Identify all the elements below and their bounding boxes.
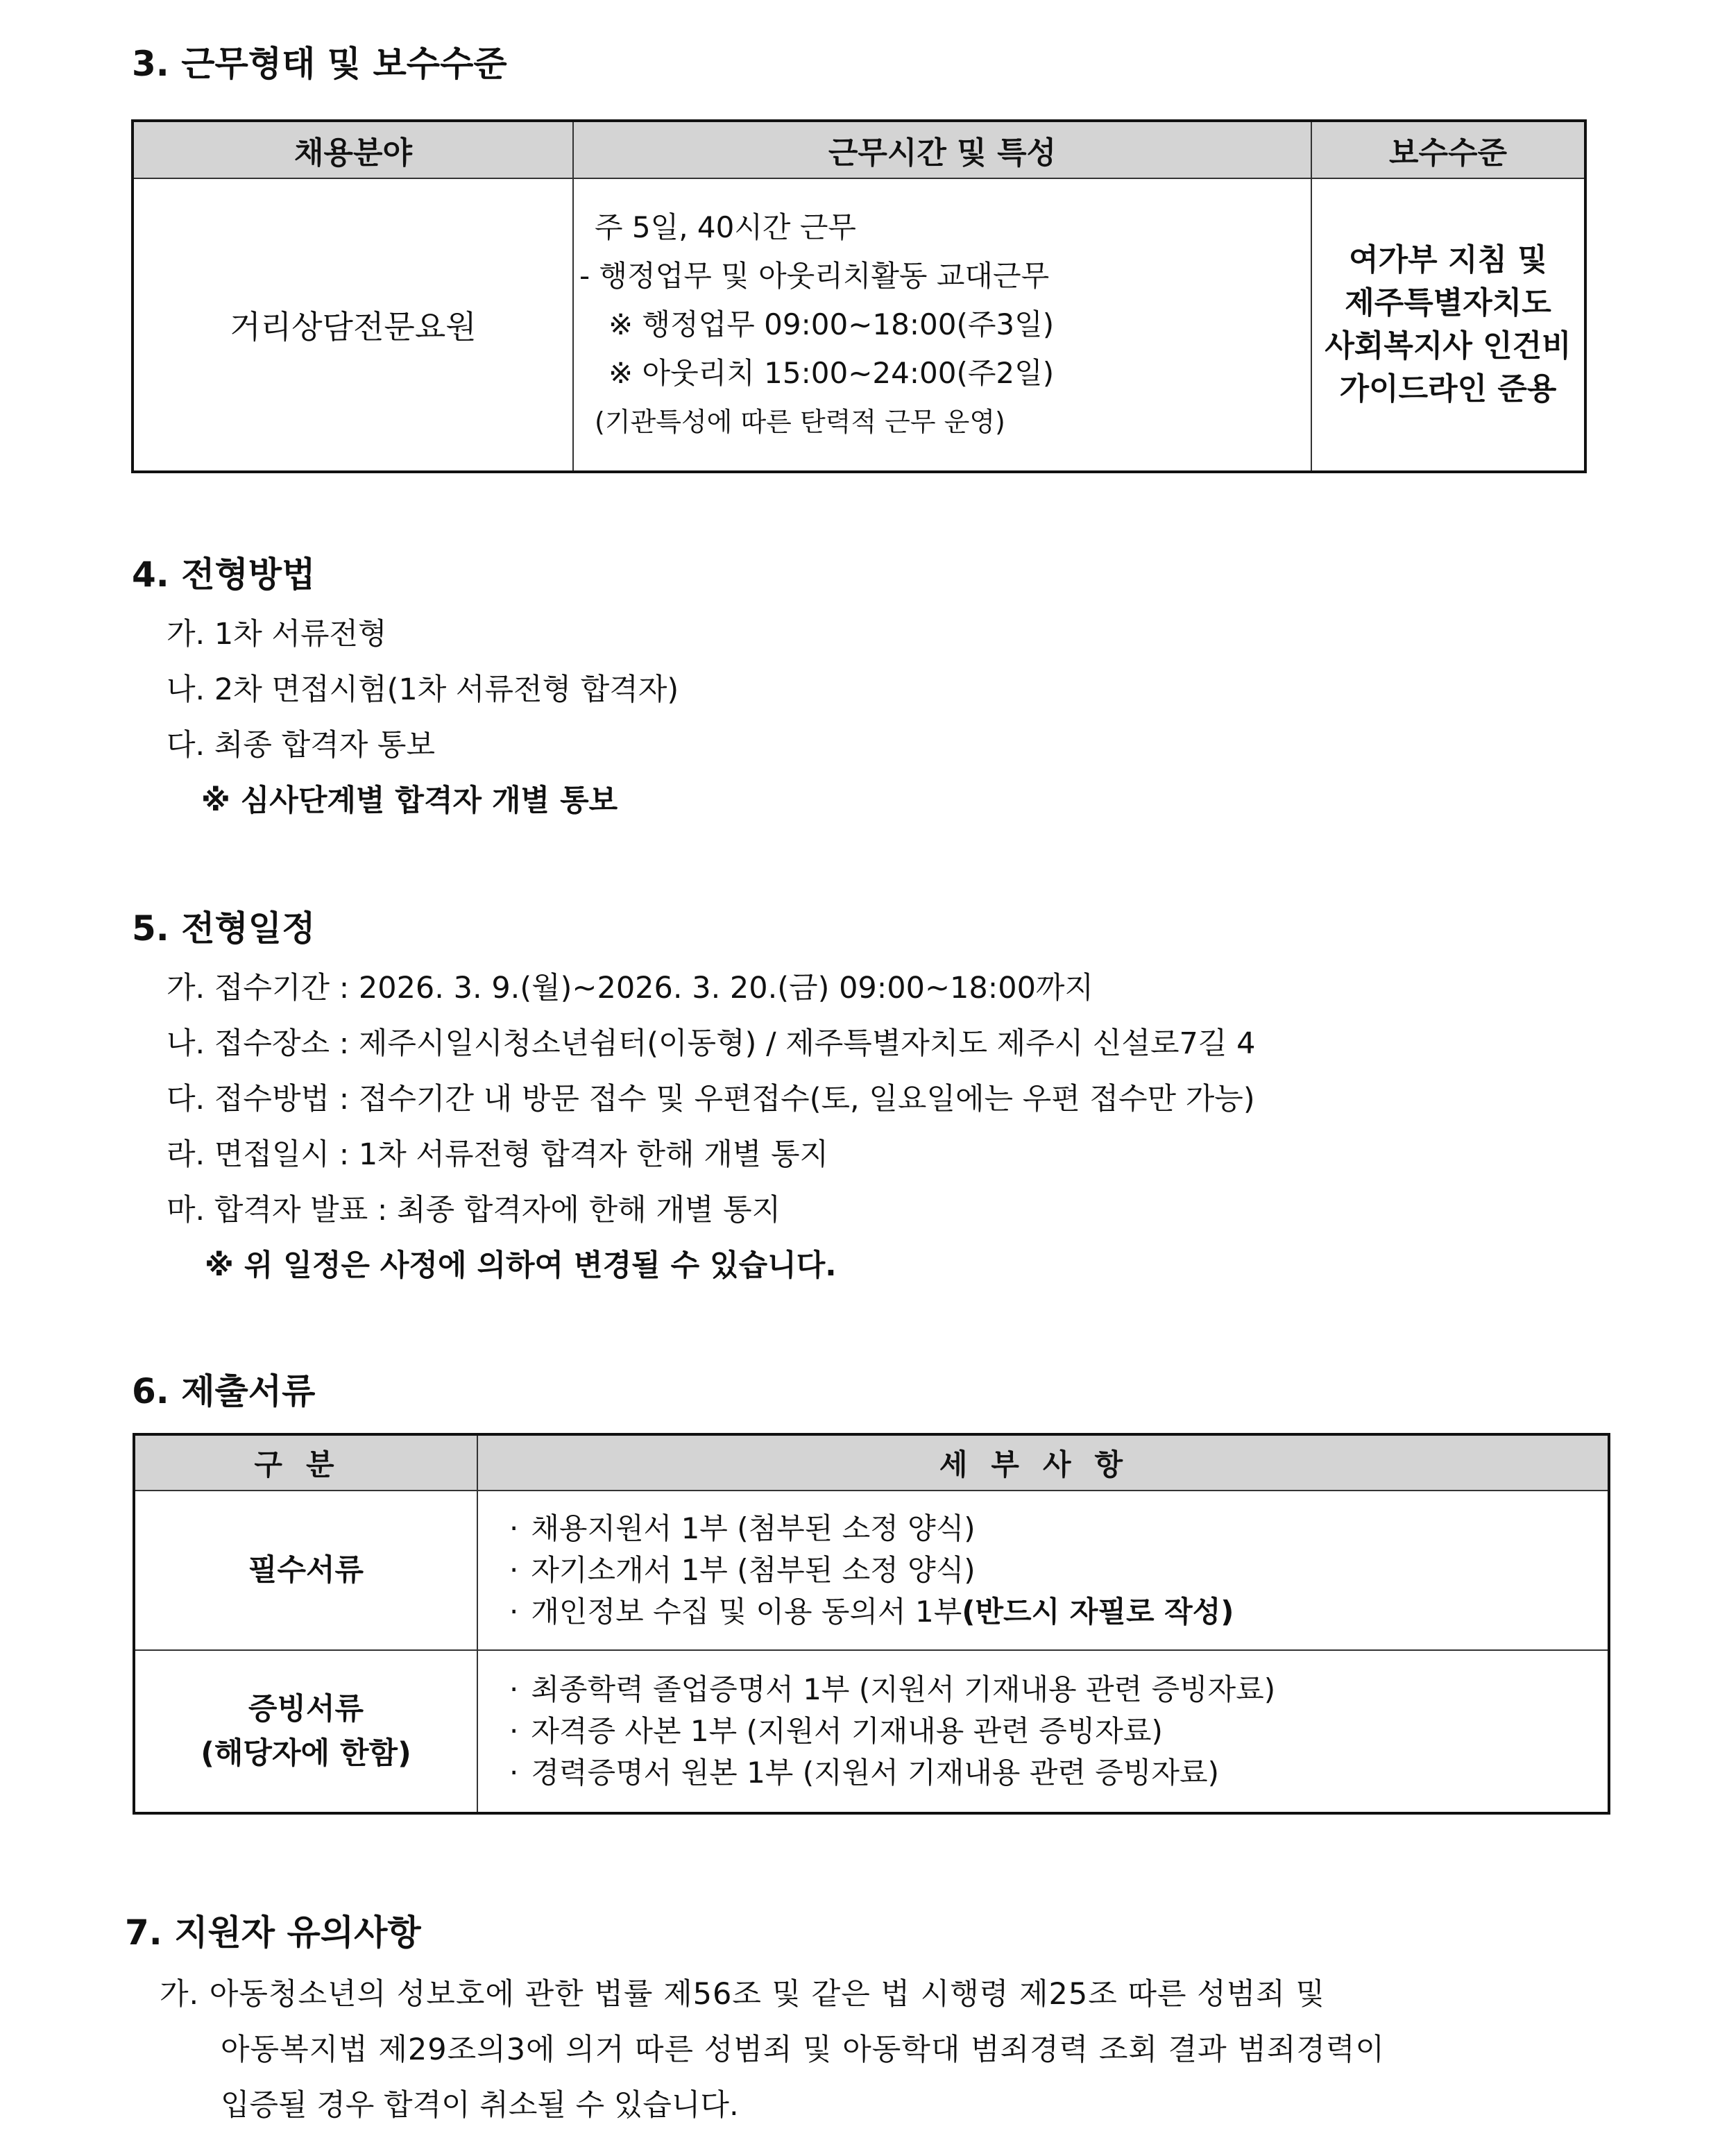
section4-title: 4. 전형방법: [132, 554, 316, 595]
section7-title: 7. 지원자 유의사항: [125, 1912, 421, 1953]
documents-table: [133, 1433, 1610, 1815]
proof-docs-label: 증빙서류 (해당자에 한함): [134, 1650, 477, 1813]
schedule-item: 마. 합격자 발표 : 최종 합격자에 한해 개별 통지: [167, 1193, 781, 1228]
schedule-item: 다. 접수방법 : 접수기간 내 방문 접수 및 우편접수(토, 일요일에는 우편 접수만 가능): [167, 1082, 1255, 1117]
hours-cell: [573, 178, 1311, 472]
pay-line: 사회복지사 인건비: [1325, 328, 1572, 364]
section5-title: 5. 전형일정: [132, 908, 316, 949]
hours-line: ※ 아웃리치 15:00~24:00(주2일): [608, 356, 1055, 390]
list-item: · 개인정보 수집 및 이용 동의서 1부(반드시 자필로 작성): [509, 1595, 1234, 1629]
proof-docs-cell: [477, 1650, 1609, 1813]
list-item: · 채용지원서 1부 (첨부된 소정 양식): [509, 1511, 976, 1545]
pay-line: 제주특별자치도: [1345, 285, 1551, 321]
hours-line: 주 5일, 40시간 근무: [595, 210, 856, 244]
pay-line: 가이드라인 준용: [1339, 371, 1557, 407]
hours-line: ※ 행정업무 09:00~18:00(주3일): [608, 307, 1055, 341]
section6-title: 6. 제출서류: [132, 1371, 316, 1411]
list-item: · 경력증명서 원본 1부 (지원서 기재내용 관련 증빙자료): [509, 1756, 1219, 1790]
header-field: 채용분야: [133, 121, 573, 178]
notice-line: 입증될 경우 합격이 취소될 수 있습니다.: [221, 2088, 739, 2123]
pay-line: 여가부 지침 및: [1349, 242, 1547, 278]
list-item: · 최종학력 졸업증명서 1부 (지원서 기재내용 관련 증빙자료): [509, 1672, 1276, 1706]
notice-line: 가. 아동청소년의 성보호에 관한 법률 제56조 및 같은 법 시행령 제25조 따른 성범죄 및: [160, 1977, 1326, 2012]
list-item: · 자격증 사본 1부 (지원서 기재내용 관련 증빙자료): [509, 1714, 1163, 1748]
schedule-item: 나. 접수장소 : 제주시일시청소년쉼터(이동형) / 제주특별자치도 제주시 신설로7길 4: [167, 1026, 1256, 1061]
field-cell: 거리상담전문요원: [133, 178, 573, 472]
required-docs-cell: [477, 1491, 1609, 1650]
list-item: · 자기소개서 1부 (첨부된 소정 양식): [509, 1553, 976, 1587]
required-docs-label: 필수서류: [134, 1491, 477, 1650]
header-hours: 근무시간 및 특성: [573, 121, 1311, 178]
schedule-item: 가. 접수기간 : 2026. 3. 9.(월)~2026. 3. 20.(금) 09:00~18:00까지: [167, 971, 1094, 1005]
header-details: 세부사항: [477, 1434, 1609, 1491]
selection-step: 가. 1차 서류전형: [167, 617, 387, 652]
hours-line: - 행정업무 및 아웃리치활동 교대근무: [579, 259, 1050, 293]
work-conditions-table: [131, 119, 1587, 473]
header-category: 구분: [134, 1434, 477, 1491]
selection-note: ※ 심사단계별 합격자 개별 통보: [201, 783, 618, 818]
schedule-note: ※ 위 일정은 사정에 의하여 변경될 수 있습니다.: [205, 1248, 837, 1283]
selection-step: 다. 최종 합격자 통보: [167, 728, 435, 763]
section3-title: 3. 근무형태 및 보수수준: [132, 44, 507, 84]
pay-cell: [1311, 178, 1585, 472]
hours-line: (기관특성에 따른 탄력적 근무 운영): [595, 407, 1005, 437]
header-pay: 보수수준: [1311, 121, 1585, 178]
schedule-item: 라. 면접일시 : 1차 서류전형 합격자 한해 개별 통지: [167, 1137, 829, 1172]
notice-line: 아동복지법 제29조의3에 의거 따른 성범죄 및 아동학대 범죄경력 조회 결과 범죄경력이: [221, 2032, 1386, 2067]
selection-step: 나. 2차 면접시험(1차 서류전형 합격자): [167, 672, 679, 707]
